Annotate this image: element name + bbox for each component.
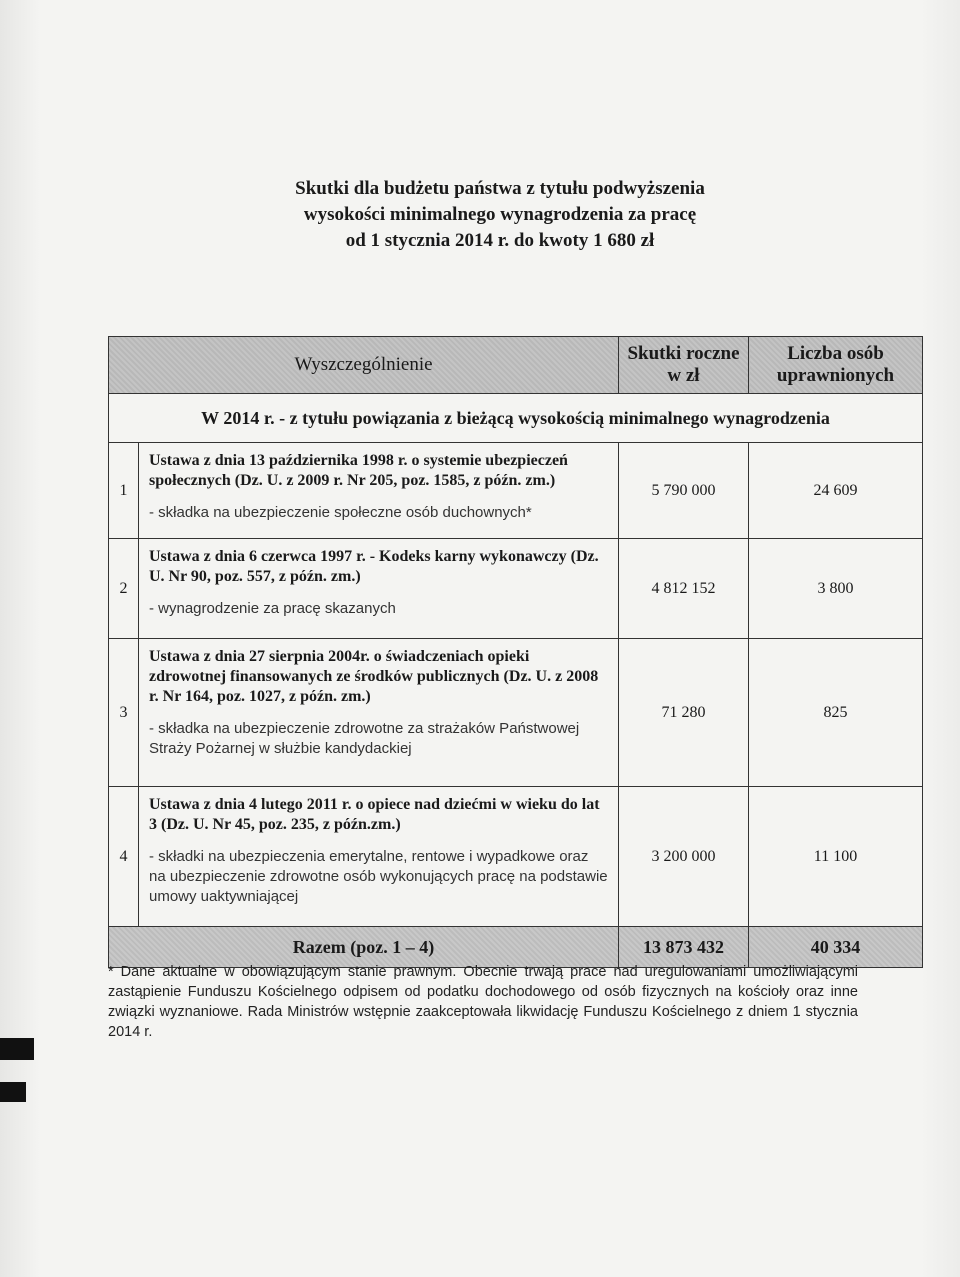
scan-edge-mark — [0, 1082, 26, 1102]
title-line-1: Skutki dla budżetu państwa z tytułu podwyższenia — [295, 178, 705, 199]
row-effects: 71 280 — [619, 639, 749, 787]
table-header-row — [109, 337, 923, 394]
section-label: W 2014 r. - z tytułu powiązania z bieżącą wysokością minimalnego wynagrodzenia — [109, 394, 923, 443]
header-count-line2: uprawnionych — [776, 365, 895, 386]
footnote: * Dane aktualne w obowiązującym stanie prawnym. Obecnie trwają prace nad uregulowaniami umożliwiającymi zastąpienie Funduszu Kościelnego odpisem od podatku dochodowego od osób fizycznych na kościoły oraz inne związki wyznaniowe. Rada Ministrów wstępnie zaakceptowała likwidację Funduszu Kościelnego z dniem 1 stycznia 2014 r. — [108, 964, 858, 1040]
row-note: - wynagrodzenie za pracę skazanych — [149, 600, 396, 617]
row-count: 11 100 — [749, 787, 923, 927]
legal-act: Ustawa z dnia 13 października 1998 r. o systemie ubezpieczeń społecznych (Dz. U. z 2009 r. Nr 205, poz. 1585, z późn. zm.) — [149, 452, 568, 489]
document-title — [240, 176, 760, 254]
header-annual-effects — [619, 337, 749, 394]
table-row — [109, 787, 923, 927]
row-number: 2 — [109, 539, 139, 639]
header-effects-line2: w zł — [667, 365, 700, 386]
legal-act: Ustawa z dnia 4 lutego 2011 r. o opiece nad dziećmi w wieku do lat 3 (Dz. U. Nr 45, poz. 235, z późn.zm.) — [149, 796, 600, 833]
budget-effects-table — [108, 336, 923, 968]
row-count: 24 609 — [749, 443, 923, 539]
row-effects: 4 812 152 — [619, 539, 749, 639]
row-count: 3 800 — [749, 539, 923, 639]
header-count-line1: Liczba osób — [787, 343, 884, 364]
row-number: 4 — [109, 787, 139, 927]
row-count: 825 — [749, 639, 923, 787]
row-note: - składka na ubezpieczenie społeczne osób duchownych* — [149, 504, 532, 521]
total-count: 40 334 — [749, 927, 923, 968]
scan-edge-mark — [0, 1038, 34, 1060]
row-description — [139, 639, 619, 787]
header-specification: Wyszczególnienie — [109, 337, 619, 394]
row-effects: 3 200 000 — [619, 787, 749, 927]
legal-act: Ustawa z dnia 27 sierpnia 2004r. o świadczeniach opieki zdrowotnej finansowanych ze środków publicznych (Dz. U. z 2008 r. Nr 164, poz. 1027, z późn. zm.) — [149, 648, 599, 705]
row-number: 3 — [109, 639, 139, 787]
row-description — [139, 539, 619, 639]
table-row — [109, 539, 923, 639]
header-effects-line1: Skutki roczne — [627, 343, 740, 364]
table-row — [109, 639, 923, 787]
row-number: 1 — [109, 443, 139, 539]
row-note: - składki na ubezpieczenia emerytalne, rentowe i wypadkowe oraz na ubezpieczenie zdrowotne osób wykonujących pracę na podstawie umowy uaktywniającej — [149, 848, 608, 905]
row-description — [139, 443, 619, 539]
table-row — [109, 443, 923, 539]
title-line-2: wysokości minimalnego wynagrodzenia za pracę — [303, 204, 697, 225]
row-note: - składka na ubezpieczenie zdrowotne za strażaków Państwowej Straży Pożarnej w służbie kandydackiej — [149, 720, 580, 757]
title-line-3: od 1 stycznia 2014 r. do kwoty 1 680 zł — [345, 230, 655, 251]
legal-act: Ustawa z dnia 6 czerwca 1997 r. - Kodeks karny wykonawczy (Dz. U. Nr 90, poz. 557, z późn. zm.) — [149, 548, 599, 585]
total-label: Razem (poz. 1 – 4) — [109, 927, 619, 968]
row-effects: 5 790 000 — [619, 443, 749, 539]
total-effects: 13 873 432 — [619, 927, 749, 968]
section-row — [109, 394, 923, 443]
header-person-count — [749, 337, 923, 394]
row-description — [139, 787, 619, 927]
